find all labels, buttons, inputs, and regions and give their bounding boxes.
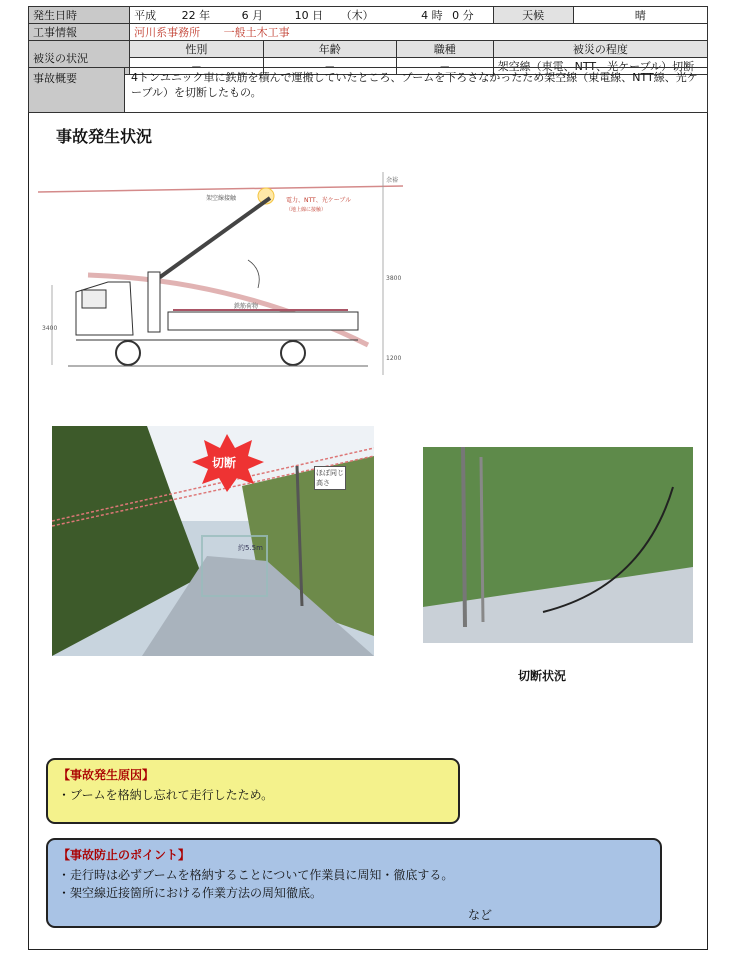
date-month-unit: 月 <box>252 9 264 22</box>
weather-value: 晴 <box>573 7 707 24</box>
header-table <box>28 6 708 75</box>
overhead-wire <box>38 186 403 192</box>
weather-label: 天候 <box>493 7 573 24</box>
cause-line: ・ブームを格納し忘れて走行したため。 <box>58 788 274 802</box>
cable-sub-label: （地上線に接触） <box>286 207 327 213</box>
date-hour: 4 <box>421 9 429 22</box>
section-title: 事故発生状況 <box>56 127 153 146</box>
cut-status-photo <box>423 447 693 643</box>
prevention-title: 【事故防止のポイント】 <box>58 848 191 862</box>
date-minute: 0 <box>452 9 460 22</box>
cause-box <box>46 758 460 824</box>
header-row-date <box>29 7 708 24</box>
dim-right-label: 1200 <box>386 355 402 362</box>
job-value: － <box>396 58 493 75</box>
cab-window <box>82 290 106 308</box>
crane-boom <box>156 198 270 280</box>
truck-bed <box>168 312 358 330</box>
damage-label: 被災の程度 <box>493 41 707 58</box>
dim-left-label: 3400 <box>42 325 58 332</box>
summary-text: 4トンユニック車に鉄筋を積んで運搬していたところ、ブームを下ろさなかったため架空線（東電線、NTT線、光ケーブル）を切断したもの。 <box>131 71 698 99</box>
height-label: 約5.5m <box>238 544 263 552</box>
rebar-label: 鉄筋荷物 <box>234 303 259 310</box>
age-value: － <box>263 58 396 75</box>
photo-caption: 切断状況 <box>518 669 567 683</box>
sex-value: － <box>130 58 263 75</box>
prevention-line-2: ・架空線近接箇所における作業方法の周知徹底。 <box>58 886 323 900</box>
project-label: 工事情報 <box>29 24 130 41</box>
date-minute-unit: 分 <box>462 9 474 22</box>
date-hour-unit: 時 <box>431 9 443 22</box>
accident-photo <box>52 426 374 656</box>
dim-top-label: 余裕 <box>386 177 399 184</box>
age-label: 年齢 <box>263 41 396 58</box>
truck-diagram <box>38 160 403 378</box>
front-wheel-icon <box>116 341 140 365</box>
sex-label: 性別 <box>130 41 263 58</box>
date-year-unit: 年 <box>199 9 211 22</box>
date-month: 6 <box>241 9 249 22</box>
date-era: 平成 <box>134 9 157 22</box>
summary-label: 事故概要 <box>29 68 125 112</box>
prevention-box <box>46 838 662 928</box>
header-row-victim <box>29 41 708 58</box>
summary-block <box>28 67 708 113</box>
swing-arc <box>248 260 259 288</box>
date-label: 発生日時 <box>29 7 130 24</box>
dim-mid-label: 3800 <box>386 275 402 282</box>
project-office: 河川系事務所 <box>134 26 201 39</box>
date-year: 22 <box>181 9 196 22</box>
cable-label: 電力、NTT、光ケーブル <box>286 197 352 204</box>
date-weekday: （木） <box>340 9 374 22</box>
contact-label: 架空線接触 <box>206 195 237 202</box>
date-day-unit: 日 <box>312 9 324 22</box>
project-work: 一般土木工事 <box>223 26 290 39</box>
rear-wheel-icon <box>281 341 305 365</box>
prevention-etc: など <box>468 908 493 922</box>
date-day: 10 <box>294 9 309 22</box>
prevention-line-1: ・走行時は必ずブームを格納することについて作業員に周知・徹底する。 <box>58 868 454 882</box>
project-value <box>130 24 708 41</box>
cut-burst-label: 切断 <box>212 456 237 470</box>
job-label: 職種 <box>396 41 493 58</box>
cause-title: 【事故発生原因】 <box>58 768 155 782</box>
same-height-tag: ほぼ同じ 高さ <box>314 466 346 490</box>
crane-post <box>148 272 160 332</box>
date-value <box>130 7 493 24</box>
header-row-project <box>29 24 708 41</box>
damage-value: 架空線（東電、NTT、光ケーブル）切断 <box>493 58 707 75</box>
victim-label: 被災の状況 <box>29 41 130 75</box>
